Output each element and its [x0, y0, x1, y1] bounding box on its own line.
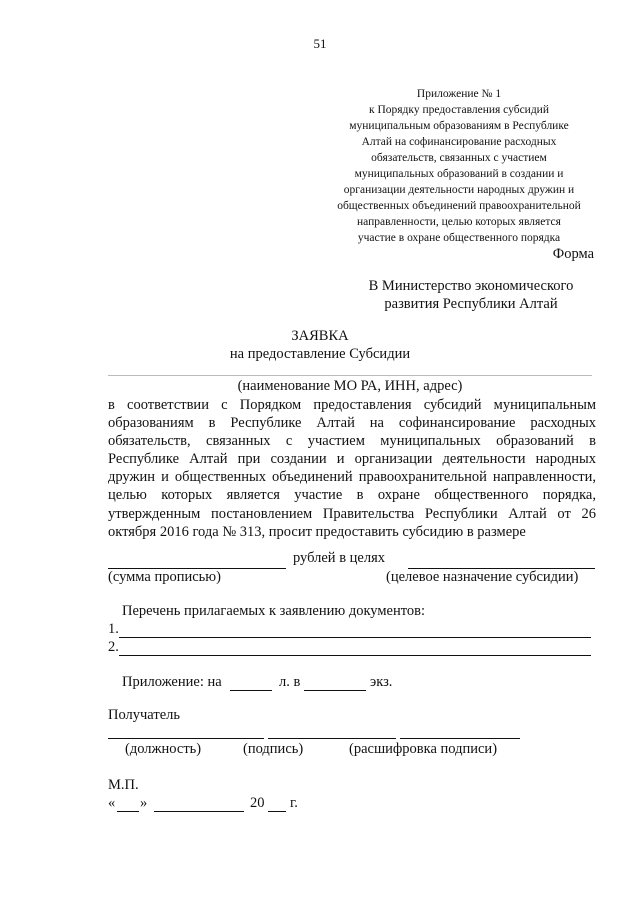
document-line-1[interactable] [119, 637, 591, 638]
appendix-block [300, 86, 618, 246]
month-line[interactable] [154, 811, 244, 812]
appendix-line: Приложение № 1 [416, 88, 502, 100]
date-open-quote: « [108, 795, 116, 811]
applicant-name-line[interactable] [108, 375, 592, 376]
appendix-line: общественных объединений правоохранительной [337, 200, 581, 212]
appendix-line: муниципальным образованиям в Республике [349, 120, 569, 132]
seal-label: М.П. [108, 777, 139, 793]
appendix-line: организации деятельности народных дружин и [343, 184, 575, 196]
sheets-label: л. в [279, 674, 301, 690]
position-line[interactable] [108, 738, 264, 739]
signature-caption: (подпись) [243, 741, 304, 757]
year-suffix: г. [290, 795, 298, 811]
attachment-prefix: Приложение: на [122, 674, 222, 690]
sheets-count-line[interactable] [230, 690, 272, 691]
body-paragraph: в соответствии с Порядком предоставления субсидий муниципальным образованиям в Республике Алтай на софинансирование расходных обязательств, связанных с участием муниципальных образований в Республике Алтай при создании и организации деятельности народных дружин и общественных объединений правоохранительной направленности, целью которых является участие в охране общественного порядка, утвержденным постановлением Правительства Республики Алтай от 26 октября 2016 года № 313, просит предоставить субсидию в размере [108, 397, 596, 540]
document-item-number: 2. [108, 639, 119, 655]
position-caption: (должность) [125, 741, 202, 757]
addressee-line: развития Республики Алтай [384, 296, 558, 312]
page-number: 51 [313, 36, 327, 51]
appendix-line: обязательств, связанных с участием [371, 152, 547, 164]
decoding-line[interactable] [400, 738, 520, 739]
addressee-line: В Министерство экономического [368, 278, 574, 294]
form-label: Форма [552, 246, 594, 262]
addressee-block [340, 277, 602, 313]
sum-caption: (сумма прописью) [108, 569, 221, 585]
appendix-line: Алтай на софинансирование расходных [361, 136, 557, 148]
document-item-number: 1. [108, 621, 119, 637]
title-block [0, 327, 640, 363]
year-line[interactable] [268, 811, 286, 812]
applicant-caption: (наименование МО РА, ИНН, адрес) [237, 378, 463, 394]
year-prefix: 20 [250, 795, 265, 811]
appendix-line: муниципальных образований в создании и [354, 168, 564, 180]
day-line[interactable] [117, 811, 139, 812]
signature-line[interactable] [268, 738, 396, 739]
copies-count-line[interactable] [304, 690, 366, 691]
appendix-line: к Порядку предоставления субсидий [369, 104, 549, 116]
appendix-line: участие в охране общественного порядка [357, 232, 561, 244]
decoding-caption: (расшифровка подписи) [349, 741, 498, 757]
purpose-caption: (целевое назначение субсидии) [386, 569, 579, 585]
documents-heading: Перечень прилагаемых к заявлению документов: [122, 603, 425, 619]
document-title: ЗАЯВКА [291, 328, 349, 344]
date-close-quote: » [140, 795, 148, 811]
recipient-label: Получатель [108, 707, 180, 723]
rubles-label: рублей в целях [293, 550, 386, 566]
document-subtitle: на предоставление Субсидии [229, 346, 411, 362]
copies-label: экз. [370, 674, 393, 690]
document-line-2[interactable] [119, 655, 591, 656]
appendix-line: направленности, целью которых является [357, 216, 561, 228]
